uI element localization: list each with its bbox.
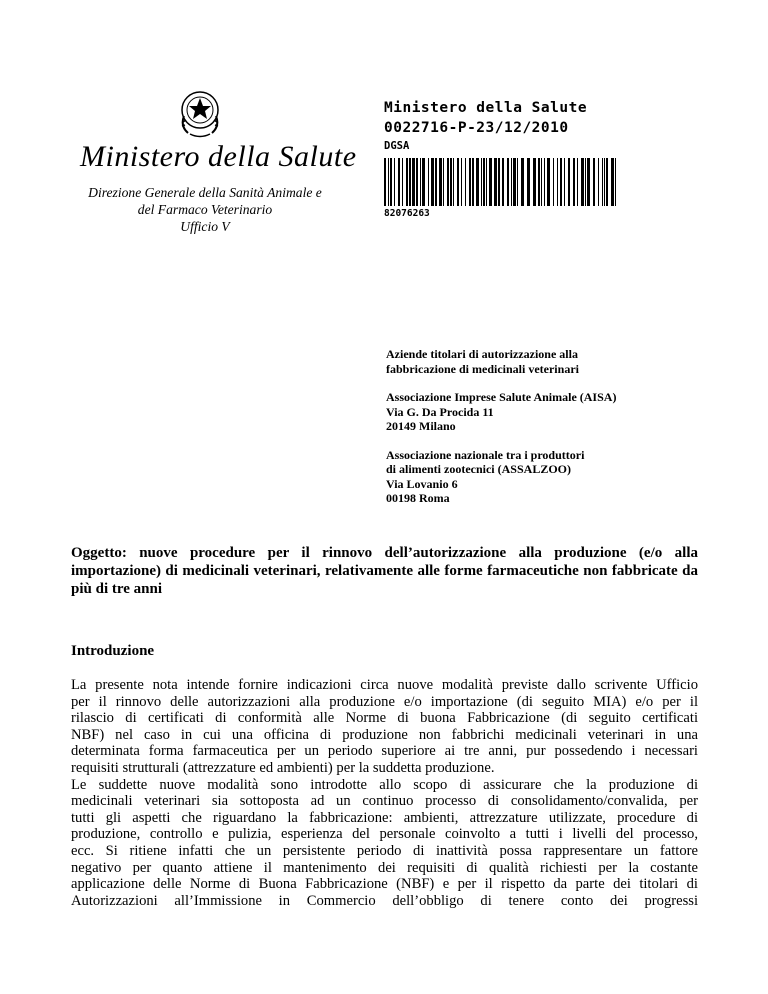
department-block — [60, 184, 350, 235]
body-line: tutti gli aspetti che riguardano la fabbricazione: ambienti, attrezzature utilizzate, procedure di — [71, 809, 698, 826]
body-line: NBF) nel caso in cui una officina di produzione non fabbrichi medicinali veterinari in una — [71, 726, 698, 743]
barcode-bar — [443, 158, 444, 206]
body-line: La presente nota intende fornire indicazioni circa nuove modalità previste dallo scrivente Ufficio — [71, 677, 698, 693]
barcode-bar — [615, 158, 616, 206]
barcode — [384, 158, 616, 206]
barcode-bar — [598, 158, 599, 206]
barcode-bar — [533, 158, 536, 206]
barcode-bar — [409, 158, 411, 206]
recipient-line: Aziende titolari di autorizzazione alla — [386, 347, 578, 361]
recipient-block — [386, 390, 616, 434]
barcode-bar — [489, 158, 492, 206]
barcode-bar — [472, 158, 474, 206]
barcode-bar — [602, 158, 603, 206]
barcode-bar — [544, 158, 545, 206]
recipients-block — [386, 347, 616, 520]
barcode-bar — [507, 158, 509, 206]
subject-line: fabbricate da più di tre anni — [71, 563, 698, 597]
barcode-bar — [453, 158, 454, 206]
subject-line: importazione) di medicinali veterinari, relativamente alle forme farmaceutiche non — [71, 563, 608, 579]
recipient-block — [386, 448, 616, 506]
barcode-bar — [538, 158, 540, 206]
subject — [71, 544, 698, 598]
recipient-line: 00198 Roma — [386, 491, 450, 505]
barcode-bar — [428, 158, 429, 206]
barcode-bar — [461, 158, 462, 206]
barcode-bar — [435, 158, 437, 206]
recipient-line: 20149 Milano — [386, 419, 456, 433]
stamp-office-code: DGSA — [384, 140, 410, 152]
barcode-bar — [450, 158, 452, 206]
stamp-ministry: Ministero della Salute — [384, 100, 588, 116]
barcode-bar — [560, 158, 562, 206]
barcode-bar — [593, 158, 595, 206]
barcode-bar — [557, 158, 558, 206]
subject-line: Oggetto: nuove procedure per il rinnovo dell’autorizzazione alla produzione (e/o alla — [71, 545, 698, 561]
barcode-bar — [406, 158, 408, 206]
body-line: determinata forma farmaceutica per un periodo superiore ai tre anni, pur possedendo i necessari — [71, 743, 698, 760]
department-line: del Farmaco Veterinario — [137, 202, 273, 217]
barcode-bar — [422, 158, 425, 206]
barcode-bar — [494, 158, 497, 206]
barcode-bar — [390, 158, 392, 206]
barcode-bar — [431, 158, 434, 206]
body-line: requisiti strutturali (attrezzature ed ambienti) per la suddetta produzione. — [71, 759, 495, 776]
barcode-bar — [585, 158, 586, 206]
barcode-bar — [521, 158, 524, 206]
section-heading: Introduzione — [71, 643, 155, 659]
body-line: rilascio di certificati di conformità alle Norme di buona Fabbricazione (di seguito certificati — [71, 710, 698, 727]
barcode-bar — [420, 158, 421, 206]
barcode-bar — [568, 158, 570, 206]
body-line: produzione, controllo e pulizia, esperienza del personale coinvolto a tutti i livelli del processo, — [71, 826, 698, 843]
protocol-stamp — [384, 100, 587, 152]
barcode-bar — [553, 158, 554, 206]
recipient-line: Associazione nazionale tra i produttori — [386, 447, 585, 462]
barcode-bar — [402, 158, 403, 206]
body-line: ecc. Si ritiene infatti che un persistente periodo di inattività possa rappresentare un fattore — [71, 842, 698, 859]
barcode-bar — [498, 158, 500, 206]
barcode-bar — [447, 158, 449, 206]
body-text — [71, 677, 698, 909]
barcode-bar — [469, 158, 471, 206]
body-line: Le suddette nuove modalità sono introdotte allo scopo di assicurare che la produzione di — [71, 776, 698, 793]
barcode-bar — [481, 158, 482, 206]
department-line: Direzione Generale della Sanità Animale e — [88, 185, 322, 200]
barcode-bar — [517, 158, 518, 206]
body-line: medicinali veterinari sia sottoposta ad un continuo processo di consolidamento/convalida, per — [71, 793, 698, 810]
barcode-bar — [577, 158, 578, 206]
barcode-bar — [388, 158, 389, 206]
body-line: Autorizzazioni all’Immissione in Commercio dell’obbligo di tenere conto dei progressi — [71, 892, 698, 909]
barcode-bar — [581, 158, 584, 206]
barcode-bar — [394, 158, 395, 206]
barcode-bar — [483, 158, 485, 206]
recipient-line: Via Lovanio 6 — [386, 476, 458, 491]
ministry-title: Ministero della Salute — [80, 140, 357, 173]
barcode-bar — [513, 158, 516, 206]
department-line: Ufficio V — [180, 219, 230, 234]
recipient-line: fabbricazione di medicinali veterinari — [386, 361, 579, 376]
barcode-bar — [416, 158, 418, 206]
body-line: negativo per quanto attiene il mantenimento dei requisiti di qualità richiesti per la costante — [71, 859, 698, 876]
barcode-bar — [604, 158, 605, 206]
barcode-bar — [547, 158, 550, 206]
barcode-bar — [465, 158, 466, 206]
body-line: per il rinnovo delle autorizzazioni alla produzione e/o importazione (di seguito MIA) e/o per il — [71, 693, 698, 710]
barcode-bar — [606, 158, 608, 206]
barcode-bar — [564, 158, 565, 206]
barcode-bar — [384, 158, 386, 206]
recipient-line: di alimenti zootecnici (ASSALZOO) — [386, 462, 571, 476]
recipient-line: Associazione Imprese Salute Animale (AISA) — [386, 390, 617, 404]
barcode-bar — [573, 158, 575, 206]
barcode-bar — [476, 158, 479, 206]
barcode-bar — [412, 158, 415, 206]
stamp-protocol-number: 0022716-P-23/12/2010 — [384, 120, 569, 136]
barcode-number: 82076263 — [384, 208, 430, 219]
italian-republic-emblem-icon — [178, 86, 222, 140]
barcode-bar — [587, 158, 590, 206]
barcode-bar — [398, 158, 400, 206]
barcode-bar — [611, 158, 614, 206]
barcode-bar — [457, 158, 459, 206]
barcode-bar — [511, 158, 512, 206]
barcode-bar — [527, 158, 530, 206]
barcode-bar — [486, 158, 487, 206]
barcode-bar — [439, 158, 442, 206]
barcode-bar — [502, 158, 504, 206]
recipient-line: Via G. Da Procida 11 — [386, 404, 494, 419]
recipient-block — [386, 347, 616, 376]
barcode-bar — [541, 158, 542, 206]
body-line: applicazione delle Norme di Buona Fabbricazione (NBF) e per il rispetto da parte dei titolari di — [71, 876, 698, 893]
